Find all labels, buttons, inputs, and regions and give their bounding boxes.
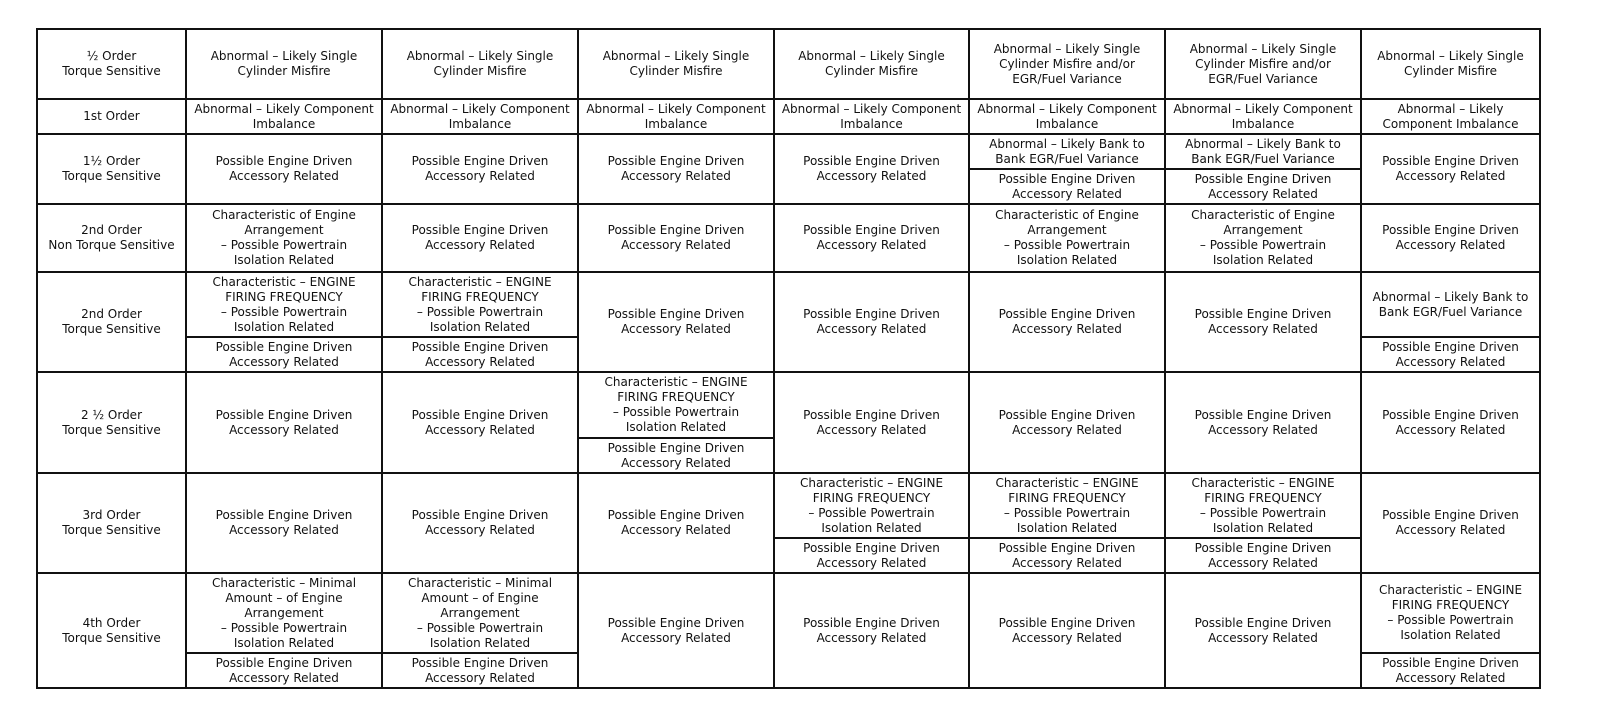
table-cell: Possible Engine Driven Accessory Related xyxy=(774,272,969,372)
table-cell: Abnormal – Likely Component Imbalance xyxy=(186,99,382,134)
table-cell: Possible Engine Driven Accessory Related xyxy=(186,372,382,473)
table-cell-lower: Possible Engine Driven Accessory Related xyxy=(969,538,1165,573)
table-cell: Characteristic – ENGINE FIRING FREQUENCY – Possible Powertrain Isolation Related xyxy=(969,473,1165,538)
table-cell: Abnormal – Likely Component Imbalance xyxy=(578,99,774,134)
table-cell: Characteristic – Minimal Amount – of Engine Arrangement – Possible Powertrain Isolation Related xyxy=(186,573,382,653)
table-cell: Possible Engine Driven Accessory Related xyxy=(382,473,578,573)
order-label: 2nd Order Torque Sensitive xyxy=(37,272,186,372)
table-row xyxy=(37,204,1540,239)
table-cell: Characteristic – ENGINE FIRING FREQUENCY – Possible Powertrain Isolation Related xyxy=(578,372,774,438)
table-cell-lower: Possible Engine Driven Accessory Related xyxy=(382,337,578,372)
table-cell: Possible Engine Driven Accessory Related xyxy=(578,134,774,204)
table-cell: Characteristic of Engine Arrangement – Possible Powertrain Isolation Related xyxy=(186,204,382,272)
table-cell: Characteristic of Engine Arrangement – Possible Powertrain Isolation Related xyxy=(969,204,1165,272)
table-cell: Abnormal – Likely Component Imbalance xyxy=(774,99,969,134)
table-cell-lower: Possible Engine Driven Accessory Related xyxy=(774,538,969,573)
table-row xyxy=(37,473,1540,538)
table-cell: Characteristic – ENGINE FIRING FREQUENCY – Possible Powertrain Isolation Related xyxy=(774,473,969,538)
table-cell: Characteristic – ENGINE FIRING FREQUENCY – Possible Powertrain Isolation Related xyxy=(382,272,578,337)
table-cell-lower: Possible Engine Driven Accessory Related xyxy=(969,169,1165,204)
table-cell: Possible Engine Driven Accessory Related xyxy=(774,372,969,473)
table-cell: Abnormal – Likely Single Cylinder Misfire and/or EGR/Fuel Variance xyxy=(969,29,1165,99)
table-cell: Abnormal – Likely Component Imbalance xyxy=(382,99,578,134)
order-label: 3rd Order Torque Sensitive xyxy=(37,473,186,573)
table-cell: Abnormal – Likely Single Cylinder Misfire xyxy=(578,29,774,99)
table-cell-lower: Possible Engine Driven Accessory Related xyxy=(1165,169,1361,204)
table-cell: Possible Engine Driven Accessory Related xyxy=(774,134,969,204)
table-cell: Possible Engine Driven Accessory Related xyxy=(578,473,774,573)
table-cell: Abnormal – Likely Component Imbalance xyxy=(1165,99,1361,134)
table-cell: Possible Engine Driven Accessory Related xyxy=(1361,473,1540,573)
table-cell-lower: Possible Engine Driven Accessory Related xyxy=(578,438,774,473)
table-cell: Possible Engine Driven Accessory Related xyxy=(969,272,1165,372)
table-cell: Characteristic – ENGINE FIRING FREQUENCY – Possible Powertrain Isolation Related xyxy=(1165,473,1361,538)
table-cell: Possible Engine Driven Accessory Related xyxy=(382,372,578,473)
table-cell: Possible Engine Driven Accessory Related xyxy=(382,134,578,204)
table-cell-lower: Possible Engine Driven Accessory Related xyxy=(1361,653,1540,688)
order-label: 4th Order Torque Sensitive xyxy=(37,573,186,688)
table-cell: Abnormal – Likely Single Cylinder Misfire xyxy=(186,29,382,99)
table-cell: Abnormal – Likely Single Cylinder Misfire xyxy=(382,29,578,99)
table-cell: Possible Engine Driven Accessory Related xyxy=(774,573,969,688)
table-row xyxy=(37,29,1540,64)
table-cell: Characteristic of Engine Arrangement – Possible Powertrain Isolation Related xyxy=(1165,204,1361,272)
order-label: 1½ Order Torque Sensitive xyxy=(37,134,186,204)
table-cell: Abnormal – Likely Single Cylinder Misfire and/or EGR/Fuel Variance xyxy=(1165,29,1361,99)
table-cell: Possible Engine Driven Accessory Related xyxy=(186,134,382,204)
table-cell: Abnormal – Likely Single Cylinder Misfire xyxy=(1361,29,1540,99)
table-row xyxy=(37,573,1540,653)
table-cell: Characteristic – ENGINE FIRING FREQUENCY – Possible Powertrain Isolation Related xyxy=(1361,573,1540,653)
table-cell: Characteristic – ENGINE FIRING FREQUENCY – Possible Powertrain Isolation Related xyxy=(186,272,382,337)
table-cell: Possible Engine Driven Accessory Related xyxy=(969,372,1165,473)
table-cell-lower: Possible Engine Driven Accessory Related xyxy=(186,653,382,688)
order-label: ½ Order Torque Sensitive xyxy=(37,29,186,99)
table-cell: Possible Engine Driven Accessory Related xyxy=(1165,372,1361,473)
table-row xyxy=(37,372,1540,438)
table-cell-lower: Possible Engine Driven Accessory Related xyxy=(1361,337,1540,372)
table-cell: Possible Engine Driven Accessory Related xyxy=(1165,272,1361,372)
table-cell-lower: Possible Engine Driven Accessory Related xyxy=(1165,538,1361,573)
table-cell: Possible Engine Driven Accessory Related xyxy=(186,473,382,573)
table-cell: Possible Engine Driven Accessory Related xyxy=(382,204,578,272)
table-cell: Abnormal – Likely Bank to Bank EGR/Fuel Variance xyxy=(1165,134,1361,169)
table-cell: Abnormal – Likely Component Imbalance xyxy=(1361,99,1540,134)
table-cell: Possible Engine Driven Accessory Related xyxy=(1361,372,1540,473)
vibration-order-diagnosis-table xyxy=(36,28,1541,689)
table-cell: Characteristic – Minimal Amount – of Engine Arrangement – Possible Powertrain Isolation Related xyxy=(382,573,578,653)
table-cell: Possible Engine Driven Accessory Related xyxy=(969,573,1165,688)
table-cell-lower: Possible Engine Driven Accessory Related xyxy=(186,337,382,372)
table-cell: Possible Engine Driven Accessory Related xyxy=(578,204,774,272)
table-cell: Possible Engine Driven Accessory Related xyxy=(1165,573,1361,688)
order-label: 2 ½ Order Torque Sensitive xyxy=(37,372,186,473)
table-cell: Abnormal – Likely Bank to Bank EGR/Fuel Variance xyxy=(1361,272,1540,337)
table-cell: Possible Engine Driven Accessory Related xyxy=(1361,134,1540,204)
table-cell-lower: Possible Engine Driven Accessory Related xyxy=(382,653,578,688)
order-label: 1st Order xyxy=(37,99,186,134)
table-cell: Abnormal – Likely Bank to Bank EGR/Fuel Variance xyxy=(969,134,1165,169)
table-cell: Possible Engine Driven Accessory Related xyxy=(774,204,969,272)
order-label: 2nd Order Non Torque Sensitive xyxy=(37,204,186,272)
table-cell: Abnormal – Likely Single Cylinder Misfire xyxy=(774,29,969,99)
table-cell: Possible Engine Driven Accessory Related xyxy=(1361,204,1540,272)
table-cell: Possible Engine Driven Accessory Related xyxy=(578,272,774,372)
table-row xyxy=(37,134,1540,169)
table-cell: Abnormal – Likely Component Imbalance xyxy=(969,99,1165,134)
table-cell: Possible Engine Driven Accessory Related xyxy=(578,573,774,688)
table-row xyxy=(37,272,1540,337)
table-row xyxy=(37,99,1540,119)
